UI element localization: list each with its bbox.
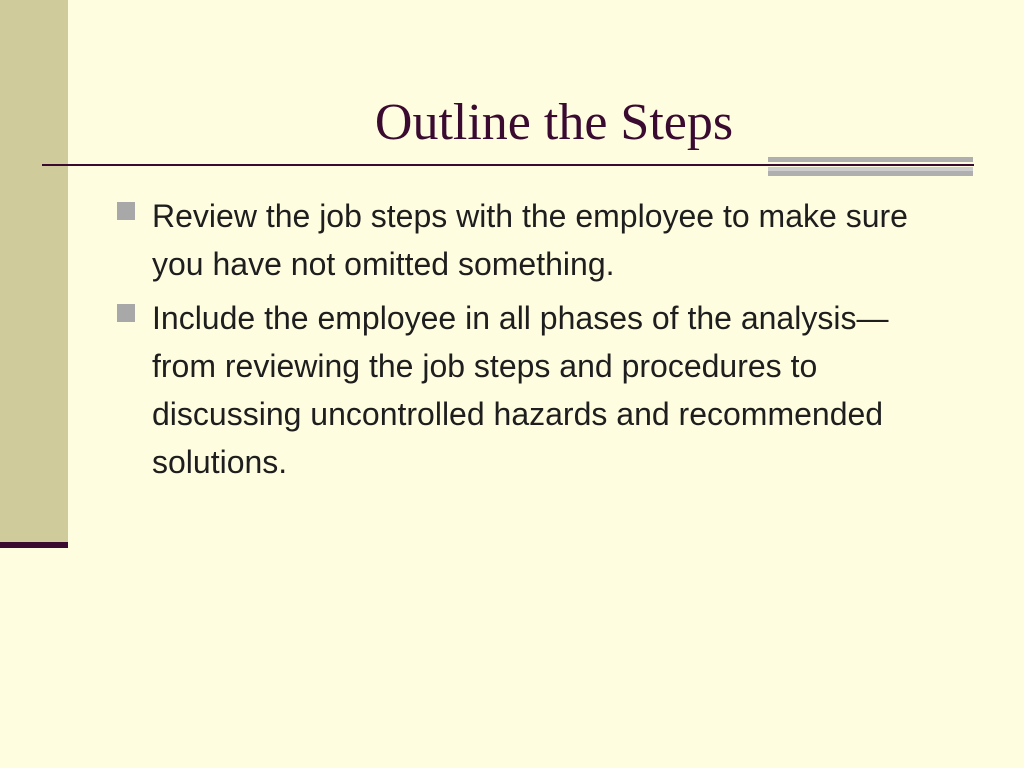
bullet-list xyxy=(114,192,934,486)
bullet-item xyxy=(114,294,934,486)
accent-stripe xyxy=(768,157,973,162)
slide-title: Outline the Steps xyxy=(374,94,734,151)
bullet-text: Include the employee in all phases of the analysis—from reviewing the job steps and procedures to discussing uncontrolled hazards and recommended solutions. xyxy=(152,300,889,480)
left-decorative-bar xyxy=(0,0,68,542)
square-bullet-icon xyxy=(117,304,135,322)
slide-body xyxy=(114,192,934,492)
square-bullet-icon xyxy=(117,202,135,220)
bullet-item xyxy=(114,192,934,288)
title-accent-bar xyxy=(768,157,973,179)
accent-stripe xyxy=(768,171,973,176)
left-bar-accent-line xyxy=(0,542,68,548)
bullet-text: Review the job steps with the employee to make sure you have not omitted something. xyxy=(152,198,908,282)
